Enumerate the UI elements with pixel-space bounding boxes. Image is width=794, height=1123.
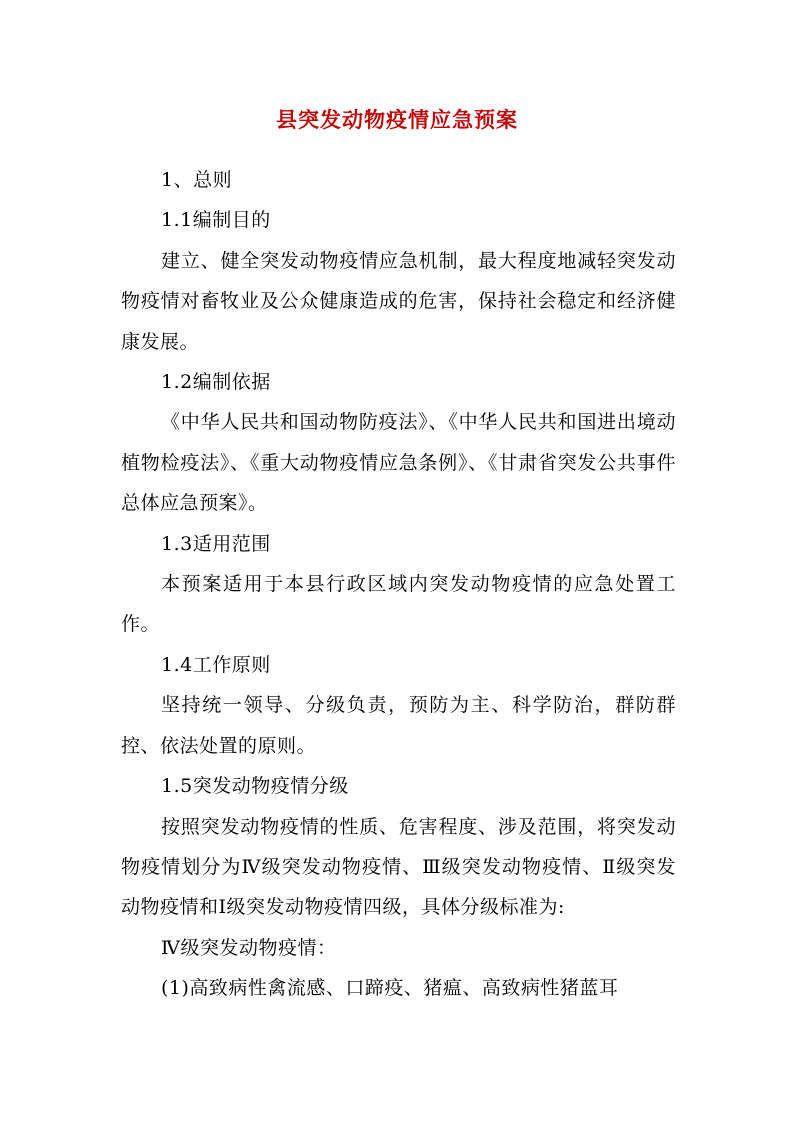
paragraph-purpose: 建立、健全突发动物疫情应急机制，最大程度地减轻突发动物疫情对畜牧业及公众健康造成的危害，保持社会稳定和经济健康发展。 <box>121 249 676 353</box>
document-body <box>121 160 676 1009</box>
heading-level-iv: Ⅳ级突发动物疫情： <box>161 936 337 959</box>
document-title: 县突发动物疫情应急预案 <box>276 107 518 132</box>
heading-basis: 1.2编制依据 <box>161 371 271 394</box>
paragraph-level-iv-item-1: (1)高致病性禽流感、口蹄疫、猪瘟、高致病性猪蓝耳 <box>161 977 619 1000</box>
heading-classification: 1.5突发动物疫情分级 <box>161 775 349 798</box>
heading-principles: 1.4工作原则 <box>161 653 271 676</box>
paragraph-scope: 本预案适用于本县行政区域内突发动物疫情的应急处置工作。 <box>121 573 676 636</box>
paragraph-principles: 坚持统一领导、分级负责，预防为主、科学防治，群防群控、依法处置的原则。 <box>121 694 676 757</box>
paragraph-classification: 按照突发动物疫情的性质、危害程度、涉及范围，将突发动物疫情划分为Ⅳ级突发动物疫情、Ⅲ级突发动物疫情、Ⅱ级突发动物疫情和Ⅰ级突发动物疫情四级，具体分级标准为: <box>121 815 676 919</box>
heading-scope: 1.3适用范围 <box>161 532 271 555</box>
heading-general: 1、总则 <box>161 169 233 191</box>
paragraph-basis: 《中华人民共和国动物防疫法》、《中华人民共和国进出境动植物检疫法》、《重大动物疫情应急条例》、《甘肃省突发公共事件总体应急预案》。 <box>121 411 676 515</box>
heading-purpose: 1.1编制目的 <box>161 209 271 232</box>
